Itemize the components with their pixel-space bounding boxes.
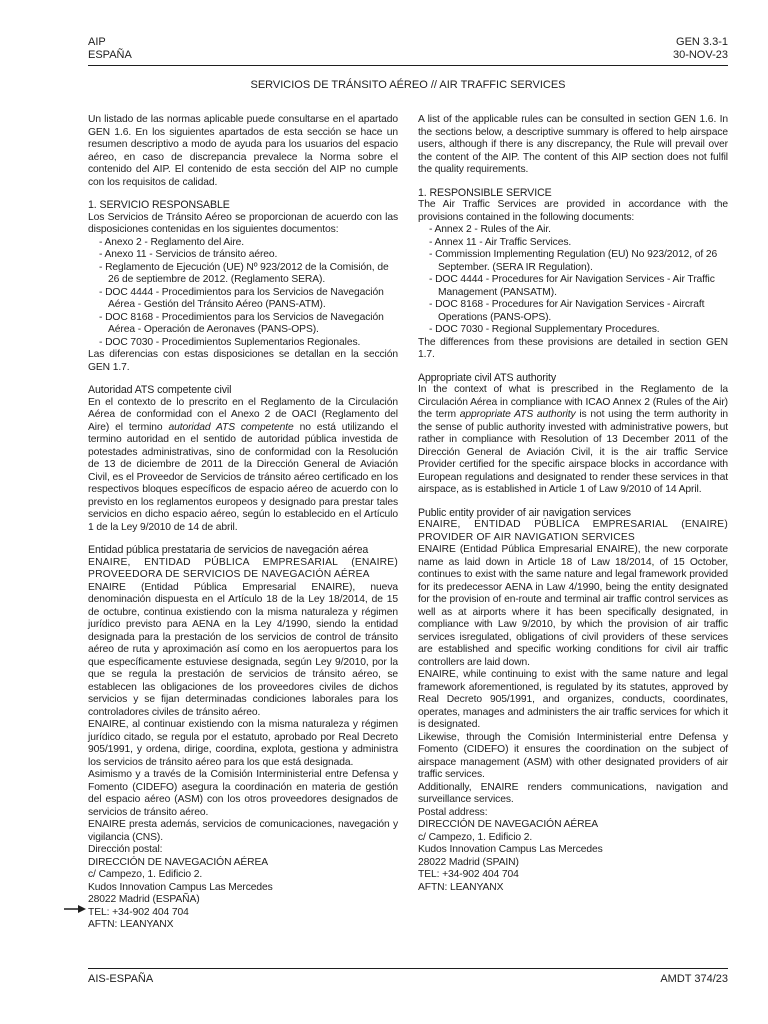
italic-term: appropriate ATS authority (459, 409, 576, 420)
intro-paragraph: A list of the applicable rules can be consulted in section GEN 1.6. In the sections below, a descriptive summary is offered to help airspace users, although if there is any discrepancy, the Rule will prevail over the content of the AIP. The content of this AIP section does not fulfil the quality requirements. (418, 114, 728, 175)
header-publication: AIP (88, 36, 106, 48)
footer-right: AMDT 374/23 (660, 973, 728, 985)
paragraph: ENAIRE, al continuar existiendo con la misma naturaleza y régimen jurídico citado, se regula por el estatuto, aprobado por Real Decreto 905/1991, y ordena, dirige, coordina, explota, gestiona y administra los servicios de tránsito aéreo para los que está designada. (88, 719, 398, 768)
paragraph: ENAIRE, while continuing to exist with the same nature and legal framework aforementioned, is regulated by its statutes, approved by Real Decreto 905/1991, and organizes, conducts, coordinates, operates, manages and administers the air traffic services for which it is designated. (418, 669, 728, 730)
section-heading: 1. RESPONSIBLE SERVICE (418, 186, 552, 199)
paragraph-text: no está utilizando el termino autoridad en el sentido de autoridad pública investida de potestades administrativas, sino de conformidad con la Resolución de 13 de diciembre de 2011 de la Dirección General de Aviación Civil, es el Proveedor de Servicios de tránsito aéreo certificado en los respectivos bloques específicos de espacio aéreo de acuerdo con lo previsto en los reglamentos europeos y designado para prestar tales servicios en dicho espacio aéreo, según lo establecido en el Artículo 1 de la Ley 9/2010 de 14 de abril. (88, 421, 398, 533)
paragraph: Likewise, through the Comisión Interministerial entre Defensa y Fomento (CIDEFO) it ensures the coordination on the subject of airspace management (ASM) with other designated providers of air traffic services. (418, 731, 728, 780)
section-heading: Appropriate civil ATS authority (418, 371, 557, 384)
address-block (88, 844, 398, 932)
paragraph: Las diferencias con estas disposiciones se detallan en la sección GEN 1.7. (88, 349, 398, 373)
column-spanish (88, 114, 398, 932)
intro-paragraph: Un listado de las normas aplicable puede consultarse en el apartado GEN 1.6. En los siguientes apartados de esta sección se hace un resumen descriptivo a modo de ayuda para los usuarios del espacio aéreo, en caso de discrepancia prevalece la Norma sobre el contenido del AIP. El contenido de esta sección del AIP no cumple con los requisitos de calidad. (88, 114, 398, 188)
address-line: c/ Campezo, 1. Edificio 2. (88, 869, 203, 880)
header-date: 30-NOV-23 (672, 49, 728, 61)
document-list (418, 224, 728, 337)
list-item: - DOC 8168 - Procedures for Air Navigation Services - Aircraft Operations (PANS-OPS). (418, 299, 728, 324)
paragraph: Additionally, ENAIRE renders communications, navigation and surveillance services. (418, 781, 728, 805)
footer-left: AIS-ESPAÑA (88, 973, 154, 985)
list-item: - DOC 4444 - Procedures for Air Navigation Services - Air Traffic Management (PANSATM). (418, 274, 728, 299)
paragraph: Los Servicios de Tránsito Aéreo se proporcionan de acuerdo con las disposiciones contenidas en los siguientes documentos: (88, 211, 398, 235)
column-english (418, 114, 728, 894)
address-line: AFTN: LEANYANX (88, 919, 174, 930)
address-line: Kudos Innovation Campus Las Mercedes (418, 844, 603, 855)
address-line: c/ Campezo, 1. Edificio 2. (418, 831, 533, 843)
page-title: SERVICIOS DE TRÁNSITO AÉREO // AIR TRAFFIC SERVICES (250, 79, 566, 91)
list-item: - DOC 7030 - Regional Supplementary Procedures. (418, 324, 728, 337)
paragraph (418, 384, 728, 497)
document-list (88, 237, 398, 350)
header-country: ESPAÑA (88, 49, 132, 61)
entity-name: ENAIRE, ENTIDAD PÚBLICA EMPRESARIAL (ENAIRE) PROVIDER OF AIR NAVIGATION SERVICES (418, 519, 728, 543)
paragraph (88, 397, 398, 535)
list-item: - Reglamento de Ejecución (UE) Nº 923/2012 de la Comisión, de 26 de septiembre de 2012. (Reglamento SERA). (88, 262, 398, 287)
section-heading: 1. SERVICIO RESPONSABLE (88, 199, 230, 211)
header-left (88, 36, 132, 62)
list-item: - Commission Implementing Regulation (EU) No 923/2012, of 26 September. (SERA IR Regulation). (418, 249, 728, 274)
list-item: - DOC 7030 - Procedimientos Suplementarios Regionales. (88, 337, 398, 350)
address-line: Kudos Innovation Campus Las Mercedes (88, 881, 273, 893)
paragraph: ENAIRE (Entidad Pública Empresarial ENAIRE), nueva denominación dispuesta en el Artículo 18 de la Ley 18/2014, de 15 de octubre, continua existiendo con la misma naturaleza y régimen jurídico previsto para AENA en la Ley 4/1990, siendo la entidad designada para la prestación de los servicios de control de tránsito aéreo de ruta y aproximación así como en los aeropuertos para los que específicamente estuviese designada, según Ley 9/2010, por la que se regula la prestación de servicios de tránsito aéreo, se establecen las obligaciones de los proveedores civiles de dichos servicios y se fijan determinadas condiciones laborales para los controladores civiles de tránsito aéreo. (88, 581, 398, 718)
paragraph-text: is not using the term authority in the sense of public authority invested with administrative powers, but rather in compliance with Resolution of 13 December 2011 of the Dirección General de Aviación Civil, it is the air traffic Service Provider certified for the specific airspace blocks in accordance with European regulations and designated to render these services in that airspace, as is established in Article 1 of Law 9/2010 of 14 April. (418, 409, 729, 495)
address-line: AFTN: LEANYANX (418, 881, 504, 893)
list-item: - DOC 4444 - Procedimientos para los Servicios de Navegación Aérea - Gestión del Tránsito Aéreo (PANS-ATM). (88, 287, 398, 312)
arrow-right-icon (64, 904, 86, 914)
list-item: - DOC 8168 - Procedimientos para los Servicios de Navegación Aérea - Operación de Aeronaves (PANS-OPS). (88, 312, 398, 337)
section-heading: Autoridad ATS competente civil (88, 384, 232, 396)
paragraph: ENAIRE presta además, servicios de comunicaciones, navegación y vigilancia (CNS). (88, 819, 398, 843)
italic-term: autoridad ATS competente (168, 421, 294, 433)
address-line: DIRECCIÓN DE NAVEGACIÓN AÉREA (88, 856, 269, 868)
address-line: TEL: +34-902 404 704 (418, 869, 519, 880)
section-heading: Entidad pública prestataria de servicios de navegación aérea (88, 544, 369, 556)
address-line: TEL: +34-902 404 704 (88, 906, 189, 918)
address-label: Dirección postal: (88, 844, 163, 855)
section-heading: Public entity provider of air navigation services (418, 506, 631, 519)
entity-name: ENAIRE, ENTIDAD PÚBLICA EMPRESARIAL (ENAIRE) PROVEEDORA DE SERVICIOS DE NAVEGACIÓN AÉREA (88, 556, 398, 580)
address-block (418, 807, 728, 895)
paragraph: The differences from these provisions are detailed in section GEN 1.7. (418, 336, 728, 360)
paragraph-text: En el contexto de lo prescrito en el Reglamento de la Circulación Aérea de conformidad con el Anexo 2 de OACI (Reglamento del Aire) el termino (88, 396, 398, 433)
list-item: - Anexo 2 - Reglamento del Aire. (88, 237, 398, 250)
header-page-number: GEN 3.3-1 (676, 36, 728, 48)
address-label: Postal address: (418, 806, 488, 818)
address-line: 28022 Madrid (SPAIN) (418, 856, 519, 868)
paragraph: The Air Traffic Services are provided in accordance with the provisions contained in the following documents: (418, 199, 728, 223)
list-item: - Annex 2 - Rules of the Air. (418, 224, 728, 237)
paragraph: ENAIRE (Entidad Pública Empresarial ENAIRE), the new corporate name as laid down in Article 18 of Law 18/2014, of 15 October, continues to exist with the same nature and legal framework provided for its predecessor AENA in Law 4/1990, being the entity designated for the provision of en-route and terminal air traffic control services as well as at airports where it has been specifically designated, in compliance with Law 9/2010, by which the provision of air traffic services isregulated, obligations of civil providers of these services are established and specific working conditions for civil air traffic controllers are laid down. (418, 544, 728, 668)
list-item: - Anexo 11 - Servicios de tránsito aéreo. (88, 249, 398, 262)
list-item: - Annex 11 - Air Traffic Services. (418, 237, 728, 250)
address-line: 28022 Madrid (ESPAÑA) (88, 894, 200, 905)
paragraph-text: In the context of what is prescribed in the Reglamento de la Circulación Aérea in compliance with ICAO Annex 2 (Rules of the Air) the term (418, 384, 728, 420)
footer-rule (88, 968, 728, 969)
paragraph: Asimismo y a través de la Comisión Interministerial entre Defensa y Fomento (CIDEFO) asegura la coordinación en materia de gestión del espacio aéreo (ASM) con los otros proveedores designados de servicios de tránsito aéreo. (88, 769, 398, 818)
header-right (673, 36, 728, 62)
address-line: DIRECCIÓN DE NAVEGACIÓN AÉREA (418, 819, 599, 830)
header-rule (88, 65, 728, 66)
